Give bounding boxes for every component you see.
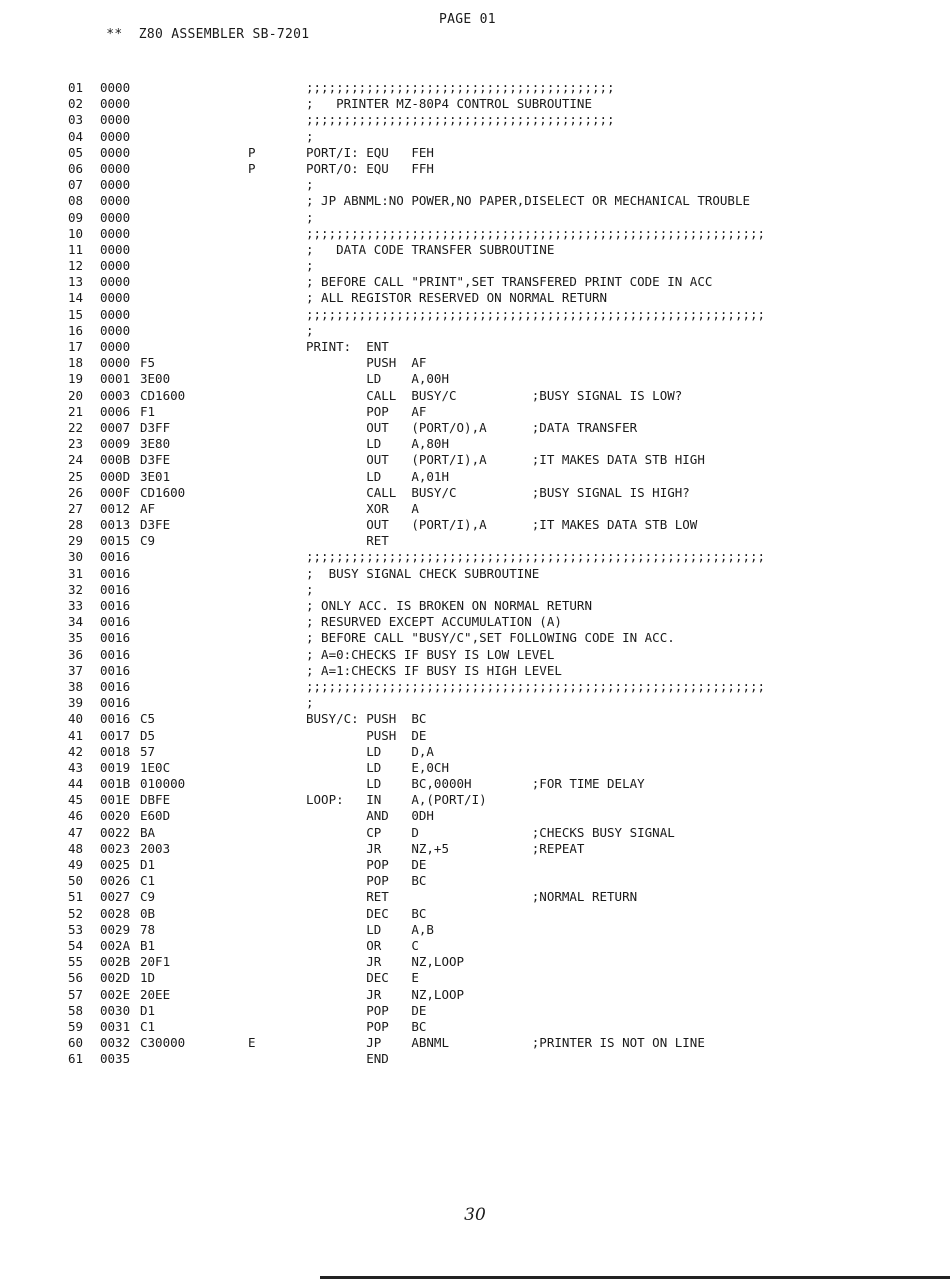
- source-text: ;;;;;;;;;;;;;;;;;;;;;;;;;;;;;;;;;;;;;;;;;;;;;;;;;;;;;;;;;;;;;: [306, 306, 766, 322]
- address: 002B: [100, 954, 131, 970]
- line-number: 31: [68, 565, 84, 581]
- line-number: 52: [68, 905, 84, 921]
- address: 0012: [100, 500, 131, 516]
- address: 0000: [100, 339, 131, 354]
- address: 0031: [100, 1018, 131, 1034]
- line-number: 36: [68, 646, 84, 662]
- source-text: ; ONLY ACC. IS BROKEN ON NORMAL RETURN: [306, 598, 592, 613]
- line-number: 05: [68, 144, 84, 160]
- line-number: 11: [68, 241, 84, 257]
- object-code: C9: [140, 889, 156, 905]
- object-code: CD1600: [140, 484, 186, 500]
- source-text: ;: [306, 128, 314, 144]
- object-code: 78: [140, 921, 156, 937]
- source-text: PUSH DE: [306, 727, 427, 743]
- line-number: 44: [68, 776, 84, 792]
- source-text: ;;;;;;;;;;;;;;;;;;;;;;;;;;;;;;;;;;;;;;;;;;;;;;;;;;;;;;;;;;;;;: [306, 549, 766, 565]
- address: 0000: [100, 306, 131, 322]
- line-number: 50: [68, 873, 84, 889]
- address: 0016: [100, 678, 131, 694]
- line-number: 48: [68, 840, 84, 856]
- line-number: 42: [68, 743, 84, 759]
- address: 0023: [100, 840, 131, 856]
- symbol-flag: E: [248, 1035, 256, 1051]
- source-text: ;: [306, 581, 314, 597]
- address: 0000: [100, 274, 131, 290]
- address: 0020: [100, 808, 131, 824]
- address: 0000: [100, 96, 131, 112]
- address: 0000: [100, 160, 131, 176]
- line-number: 09: [68, 209, 84, 225]
- object-code: D1: [140, 857, 156, 872]
- source-text: RET ;NORMAL RETURN: [306, 889, 638, 905]
- address: 002D: [100, 970, 131, 986]
- source-text: DEC BC: [306, 905, 427, 921]
- source-text: ; PRINTER MZ-80P4 CONTROL SUBROUTINE: [306, 96, 592, 112]
- line-number: 41: [68, 727, 84, 743]
- address: 0015: [100, 533, 131, 549]
- object-code: 3E80: [140, 436, 171, 452]
- line-number: 27: [68, 500, 84, 516]
- address: 0000: [100, 112, 131, 128]
- line-number: 55: [68, 954, 84, 970]
- address: 0000: [100, 322, 131, 338]
- source-text: AND 0DH: [306, 808, 434, 824]
- object-code: 20EE: [140, 986, 171, 1002]
- source-text: POP AF: [306, 403, 427, 419]
- line-number: 59: [68, 1018, 84, 1034]
- line-number: 38: [68, 678, 84, 694]
- source-text: ;: [306, 695, 314, 711]
- object-code: E60D: [140, 808, 171, 824]
- line-number: 04: [68, 128, 84, 144]
- address: 0009: [100, 436, 131, 452]
- source-text: BUSY/C: PUSH BC: [306, 711, 427, 727]
- source-text: ; RESURVED EXCEPT ACCUMULATION (A): [306, 614, 562, 630]
- line-number: 19: [68, 371, 84, 387]
- address: 000D: [100, 468, 131, 484]
- source-text: LD D,A: [306, 743, 434, 759]
- source-text: JR NZ,+5 ;REPEAT: [306, 840, 585, 856]
- line-number: 54: [68, 937, 84, 953]
- source-text: ; BEFORE CALL "BUSY/C",SET FOLLOWING CODE IN ACC.: [306, 630, 675, 646]
- source-text: LD A,01H: [306, 468, 449, 484]
- source-text: ;: [306, 258, 314, 274]
- address: 0016: [100, 630, 131, 646]
- object-code: 3E01: [140, 468, 171, 484]
- address: 0013: [100, 517, 131, 533]
- line-number: 25: [68, 468, 84, 484]
- symbol-flag: P: [248, 144, 256, 160]
- address: 0016: [100, 549, 131, 565]
- address: 0000: [100, 209, 131, 225]
- source-text: ;: [306, 209, 314, 225]
- line-number: 53: [68, 921, 84, 937]
- address: 0017: [100, 727, 131, 743]
- line-number: 30: [68, 549, 84, 565]
- object-code: D5: [140, 727, 156, 743]
- line-number: 34: [68, 614, 84, 630]
- address: 0025: [100, 857, 131, 872]
- source-text: ; A=0:CHECKS IF BUSY IS LOW LEVEL: [306, 646, 555, 662]
- line-number: 16: [68, 322, 84, 338]
- source-text: ; A=1:CHECKS IF BUSY IS HIGH LEVEL: [306, 662, 562, 678]
- line-number: 47: [68, 824, 84, 840]
- line-number: 18: [68, 355, 84, 371]
- address: 0019: [100, 759, 131, 775]
- address: 0026: [100, 873, 131, 889]
- object-code: D3FF: [140, 419, 171, 435]
- object-code: C9: [140, 533, 156, 549]
- address: 000B: [100, 452, 131, 468]
- line-number: 02: [68, 96, 84, 112]
- address: 0003: [100, 387, 131, 403]
- object-code: D3FE: [140, 452, 171, 468]
- line-number: 57: [68, 986, 84, 1002]
- source-text: PRINT: ENT: [306, 339, 389, 354]
- line-number: 51: [68, 889, 84, 905]
- object-code: CD1600: [140, 387, 186, 403]
- address: 0022: [100, 824, 131, 840]
- line-number: 26: [68, 484, 84, 500]
- source-text: LD A,00H: [306, 371, 449, 387]
- line-number: 06: [68, 160, 84, 176]
- address: 0016: [100, 614, 131, 630]
- address: 0028: [100, 905, 131, 921]
- object-code: 20F1: [140, 954, 171, 970]
- line-number: 39: [68, 695, 84, 711]
- object-code: B1: [140, 937, 156, 953]
- object-code: 2003: [140, 840, 171, 856]
- line-number: 49: [68, 857, 84, 872]
- address: 001E: [100, 792, 131, 808]
- source-text: OR C: [306, 937, 419, 953]
- footer-rule: [320, 1276, 950, 1279]
- address: 0000: [100, 144, 131, 160]
- address: 0035: [100, 1051, 131, 1067]
- line-number: 60: [68, 1035, 84, 1051]
- source-text: ;;;;;;;;;;;;;;;;;;;;;;;;;;;;;;;;;;;;;;;;;;;;;;;;;;;;;;;;;;;;;: [306, 678, 766, 694]
- source-text: ; BUSY SIGNAL CHECK SUBROUTINE: [306, 565, 540, 581]
- source-text: ;;;;;;;;;;;;;;;;;;;;;;;;;;;;;;;;;;;;;;;;;;;;;;;;;;;;;;;;;;;;;: [306, 225, 766, 241]
- source-text: ;: [306, 322, 314, 338]
- address: 002A: [100, 937, 131, 953]
- address: 0016: [100, 565, 131, 581]
- address: 0018: [100, 743, 131, 759]
- source-text: ; DATA CODE TRANSFER SUBROUTINE: [306, 241, 555, 257]
- source-text: PUSH AF: [306, 355, 427, 371]
- source-text: RET: [306, 533, 389, 549]
- object-code: D1: [140, 1002, 156, 1018]
- object-code: 1E0C: [140, 759, 171, 775]
- line-number: 13: [68, 274, 84, 290]
- line-number: 17: [68, 339, 84, 354]
- symbol-flag: P: [248, 160, 256, 176]
- address: 0030: [100, 1002, 131, 1018]
- source-text: ;;;;;;;;;;;;;;;;;;;;;;;;;;;;;;;;;;;;;;;;;: [306, 112, 615, 128]
- source-text: ; BEFORE CALL "PRINT",SET TRANSFERED PRINT CODE IN ACC: [306, 274, 713, 290]
- line-number: 01: [68, 80, 84, 95]
- assembler-title: ** Z80 ASSEMBLER SB-7201: [106, 27, 310, 42]
- address: 0000: [100, 128, 131, 144]
- listing-header: [90, 12, 496, 57]
- source-text: LD BC,0000H ;FOR TIME DELAY: [306, 776, 645, 792]
- source-text: JR NZ,LOOP: [306, 986, 465, 1002]
- address: 0007: [100, 419, 131, 435]
- address: 0000: [100, 355, 131, 371]
- object-code: AF: [140, 500, 156, 516]
- source-text: XOR A: [306, 500, 419, 516]
- object-code: F5: [140, 355, 156, 371]
- page-label: PAGE 01: [439, 12, 496, 27]
- object-code: 1D: [140, 970, 156, 986]
- line-number: 21: [68, 403, 84, 419]
- line-number: 45: [68, 792, 84, 808]
- address: 0016: [100, 695, 131, 711]
- source-text: OUT (PORT/I),A ;IT MAKES DATA STB HIGH: [306, 452, 705, 468]
- address: 0001: [100, 371, 131, 387]
- line-number: 43: [68, 759, 84, 775]
- line-number: 22: [68, 419, 84, 435]
- object-code: DBFE: [140, 792, 171, 808]
- source-text: PORT/I: EQU FEH: [306, 144, 434, 160]
- address: 0000: [100, 80, 131, 95]
- source-text: JP ABNML ;PRINTER IS NOT ON LINE: [306, 1035, 705, 1051]
- object-code: 57: [140, 743, 156, 759]
- address: 0000: [100, 241, 131, 257]
- source-text: POP BC: [306, 1018, 427, 1034]
- line-number: 40: [68, 711, 84, 727]
- source-text: LOOP: IN A,(PORT/I): [306, 792, 487, 808]
- object-code: 010000: [140, 776, 186, 792]
- address: 0016: [100, 662, 131, 678]
- line-number: 37: [68, 662, 84, 678]
- page-number: 30: [464, 1205, 486, 1225]
- source-text: LD A,80H: [306, 436, 449, 452]
- address: 0000: [100, 177, 131, 193]
- address: 0000: [100, 225, 131, 241]
- source-text: ; ALL REGISTOR RESERVED ON NORMAL RETURN: [306, 290, 608, 306]
- line-number: 33: [68, 598, 84, 613]
- address: 0000: [100, 193, 131, 209]
- line-number: 58: [68, 1002, 84, 1018]
- line-number: 28: [68, 517, 84, 533]
- address: 0000: [100, 290, 131, 306]
- address: 0032: [100, 1035, 131, 1051]
- source-text: OUT (PORT/O),A ;DATA TRANSFER: [306, 419, 638, 435]
- object-code: BA: [140, 824, 156, 840]
- source-text: POP DE: [306, 857, 427, 872]
- line-number: 03: [68, 112, 84, 128]
- line-number: 10: [68, 225, 84, 241]
- line-number: 23: [68, 436, 84, 452]
- source-text: CP D ;CHECKS BUSY SIGNAL: [306, 824, 675, 840]
- source-text: OUT (PORT/I),A ;IT MAKES DATA STB LOW: [306, 517, 698, 533]
- line-number: 12: [68, 258, 84, 274]
- line-number: 61: [68, 1051, 84, 1067]
- object-code: F1: [140, 403, 156, 419]
- line-number: 56: [68, 970, 84, 986]
- source-text: ; JP ABNML:NO POWER,NO PAPER,DISELECT OR MECHANICAL TROUBLE: [306, 193, 751, 209]
- object-code: D3FE: [140, 517, 171, 533]
- object-code: C1: [140, 873, 156, 889]
- object-code: 0B: [140, 905, 156, 921]
- line-number: 20: [68, 387, 84, 403]
- line-number: 15: [68, 306, 84, 322]
- source-text: END: [306, 1051, 389, 1067]
- address: 0016: [100, 711, 131, 727]
- source-text: PORT/O: EQU FFH: [306, 160, 434, 176]
- source-text: CALL BUSY/C ;BUSY SIGNAL IS HIGH?: [306, 484, 690, 500]
- address: 0016: [100, 646, 131, 662]
- address: 001B: [100, 776, 131, 792]
- source-text: LD E,0CH: [306, 759, 449, 775]
- address: 0016: [100, 581, 131, 597]
- line-number: 24: [68, 452, 84, 468]
- source-text: ;: [306, 177, 314, 193]
- source-text: LD A,B: [306, 921, 434, 937]
- object-code: C30000: [140, 1035, 186, 1051]
- address: 0016: [100, 598, 131, 613]
- object-code: C1: [140, 1018, 156, 1034]
- address: 000F: [100, 484, 131, 500]
- object-code: C5: [140, 711, 156, 727]
- address: 002E: [100, 986, 131, 1002]
- source-text: CALL BUSY/C ;BUSY SIGNAL IS LOW?: [306, 387, 683, 403]
- line-number: 46: [68, 808, 84, 824]
- line-number: 29: [68, 533, 84, 549]
- source-text: POP DE: [306, 1002, 427, 1018]
- source-text: ;;;;;;;;;;;;;;;;;;;;;;;;;;;;;;;;;;;;;;;;;: [306, 80, 615, 95]
- line-number: 32: [68, 581, 84, 597]
- object-code: 3E00: [140, 371, 171, 387]
- address: 0029: [100, 921, 131, 937]
- source-text: POP BC: [306, 873, 427, 889]
- line-number: 14: [68, 290, 84, 306]
- line-number: 07: [68, 177, 84, 193]
- line-number: 35: [68, 630, 84, 646]
- address: 0006: [100, 403, 131, 419]
- source-text: JR NZ,LOOP: [306, 954, 465, 970]
- line-number: 08: [68, 193, 84, 209]
- address: 0027: [100, 889, 131, 905]
- address: 0000: [100, 258, 131, 274]
- source-text: DEC E: [306, 970, 419, 986]
